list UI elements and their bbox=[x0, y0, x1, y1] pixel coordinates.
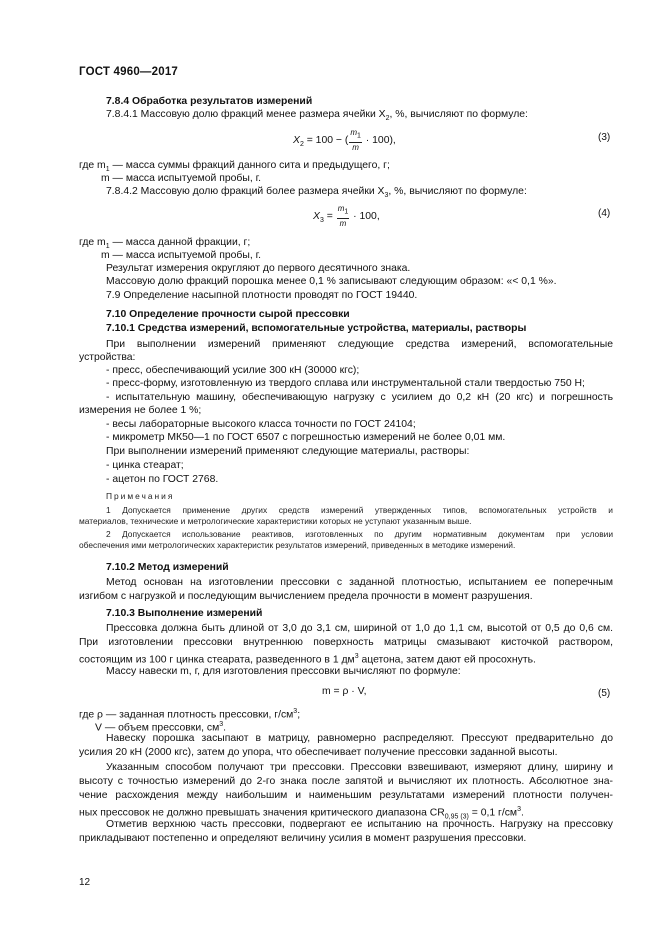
section-7-8-4-title: 7.8.4 Обработка результатов измерений bbox=[106, 96, 313, 107]
section-7-10-title: 7.10 Определение прочности сырой прессовки bbox=[106, 309, 350, 320]
equipment-item-4: - весы лабораторные высокого класса точности по ГОСТ 24104; bbox=[106, 419, 416, 430]
three-text-4: ных прессовок не должно превышать значения критического диапазона $CR_{0,95 (3)} = 0,1$ $г/см^3$. bbox=[79, 806, 524, 821]
three-text-2: высоту с точностью измерений до 2-го знака после запятой и вычисляют их плотность. Абсолютное зна- bbox=[79, 776, 613, 787]
equipment-item-1: - пресс, обеспечивающий усилие 300 кН (30000 кгс); bbox=[106, 365, 360, 376]
equipment-item-3a: - испытательную машину, обеспечивающую нагрузку с усилием до 0,2 кН (20 кгс) и погрешность bbox=[106, 392, 613, 403]
document-header: ГОСТ 4960—2017 bbox=[79, 66, 179, 78]
mass-intro: Массу навески m, г, для изготовления прессовки вычисляют по формуле: bbox=[106, 666, 461, 677]
equipment-item-2: - пресс-форму, изготовленную из твердого сплава или инструментальной стали твердостью 750 H; bbox=[106, 378, 585, 389]
section-7-10-2-title: 7.10.2 Метод измерений bbox=[106, 562, 229, 573]
formula-5: m = ρ · V, bbox=[322, 686, 367, 697]
material-item-2: - ацетон по ГОСТ 2768. bbox=[106, 474, 219, 485]
less-than-text: Массовую долю фракций порошка менее 0,1 % записывают следующим образом: «< 0,1 %». bbox=[106, 276, 557, 287]
equipment-intro-2: устройства: bbox=[79, 352, 136, 363]
section-7-9: 7.9 Определение насыпной плотности проводят по ГОСТ 19440. bbox=[106, 290, 418, 301]
equipment-intro-1: При выполнении измерений применяют следующие средства измерений, вспомогательные bbox=[106, 339, 613, 350]
rounding-text: Результат измерения округляют до первого десятичного знака. bbox=[106, 263, 411, 274]
formula-3: $X_2 = 100$ − ( $\frac{m_1}{m}$ · 100), bbox=[293, 128, 396, 152]
where-1-a: где $m_1$ — масса суммы фракций данного сита и предыдущего, г; bbox=[79, 160, 390, 174]
fraction: $\frac{m_1}{m}$ bbox=[350, 128, 361, 152]
note-1b: материалов, технические и метрологические характеристики которых не уступают указанным выше. bbox=[79, 516, 472, 526]
material-item-1: - цинка стеарат; bbox=[106, 460, 184, 471]
three-text-1: Указанным способом получают три прессовки. Прессовки взвешивают, измеряют длину, ширину и bbox=[106, 762, 613, 773]
fill-text-1: Навеску порошка засыпают в матрицу, равномерно распределяют. Прессуют предварительно до bbox=[106, 733, 613, 744]
note-2b: обеспечения ими метрологических характеристик результатов измерений, приведенных в методике измерений. bbox=[79, 540, 516, 550]
where-1-b: m — масса испытуемой пробы, г. bbox=[101, 173, 262, 184]
exec-text-3: состоящим из 100 г цинка стеарата, разведенного в 1 $дм^3$ ацетона, затем дают ей просохнуть. bbox=[79, 653, 536, 666]
note-2a: 2 Допускается использование реактивов, изготовленных по другим нормативным документам при условии bbox=[106, 529, 613, 539]
method-text-1: Метод основан на изготовлении прессовки с заданной плотностью, испытанием ее поперечным bbox=[106, 577, 613, 588]
three-text-3: чение расхождения между наибольшим и наименьшим результатами измерений плотности получен- bbox=[79, 790, 613, 801]
exec-text-1: Прессовка должна быть длиной от 3,0 до 3,1 см, шириной от 1,0 до 1,1 см, высотой от 0,5 до 0,6 см. bbox=[106, 623, 613, 634]
section-7-10-3-title: 7.10.3 Выполнение измерений bbox=[106, 608, 263, 619]
page-number: 12 bbox=[79, 877, 91, 888]
notes-title: Примечания bbox=[106, 491, 175, 501]
formula-5-number: (5) bbox=[598, 688, 611, 699]
section-7-10-1-title: 7.10.1 Средства измерений, вспомогательные устройства, материалы, растворы bbox=[106, 323, 527, 334]
equipment-item-3b: измерения не более 1 %; bbox=[79, 405, 202, 416]
fill-text-2: усилия 20 кН (2000 кгс), затем до упора, что обеспечивает получение прессовки заданной высоты. bbox=[79, 747, 558, 758]
method-text-2: изгибом с нагрузкой и последующим вычислением предела прочности в момент разрушения. bbox=[79, 591, 533, 602]
exec-text-2: При изготовлении прессовки внутреннюю поверхность матрицы смазывают кисточкой раствором, bbox=[79, 637, 613, 648]
formula-4: $X_3$ = $\frac{m_1}{m}$ · 100, bbox=[313, 204, 380, 228]
para-7-8-4-1: 7.8.4.1 Массовую долю фракций менее размера ячейки $X_2$, %, вычисляют по формуле: bbox=[106, 109, 528, 123]
top-text-1: Отметив верхнюю часть прессовки, подвергают ее испытанию на прочность. Нагрузку на прессовку bbox=[106, 819, 613, 830]
where-3-a: где ρ — заданная плотность прессовки, $г/см^3$; bbox=[79, 708, 301, 721]
materials-intro: При выполнении измерений применяют следующие материалы, растворы: bbox=[106, 446, 470, 457]
where-2-b: m — масса испытуемой пробы, г. bbox=[101, 250, 262, 261]
where-3-b: V — объем прессовки, $см^3$. bbox=[95, 721, 227, 734]
where-2-a: где $m_1$ — масса данной фракции, г; bbox=[79, 237, 251, 251]
note-1a: 1 Допускается применение других средств измерений утвержденных типов, вспомогательных устройств и bbox=[106, 505, 613, 515]
para-7-8-4-2: 7.8.4.2 Массовую долю фракций более размера ячейки $X_3$, %, вычисляют по формуле: bbox=[106, 186, 527, 200]
fraction: $\frac{m_1}{m}$ bbox=[337, 204, 349, 228]
equipment-item-5: - микрометр МК50—1 по ГОСТ 6507 с погрешностью измерений не более 0,01 мм. bbox=[106, 432, 506, 443]
formula-4-number: (4) bbox=[598, 208, 611, 219]
top-text-2: прикладывают постепенно и определяют величину усилия в момент разрушения прессовки. bbox=[79, 833, 527, 844]
formula-3-number: (3) bbox=[598, 132, 611, 143]
